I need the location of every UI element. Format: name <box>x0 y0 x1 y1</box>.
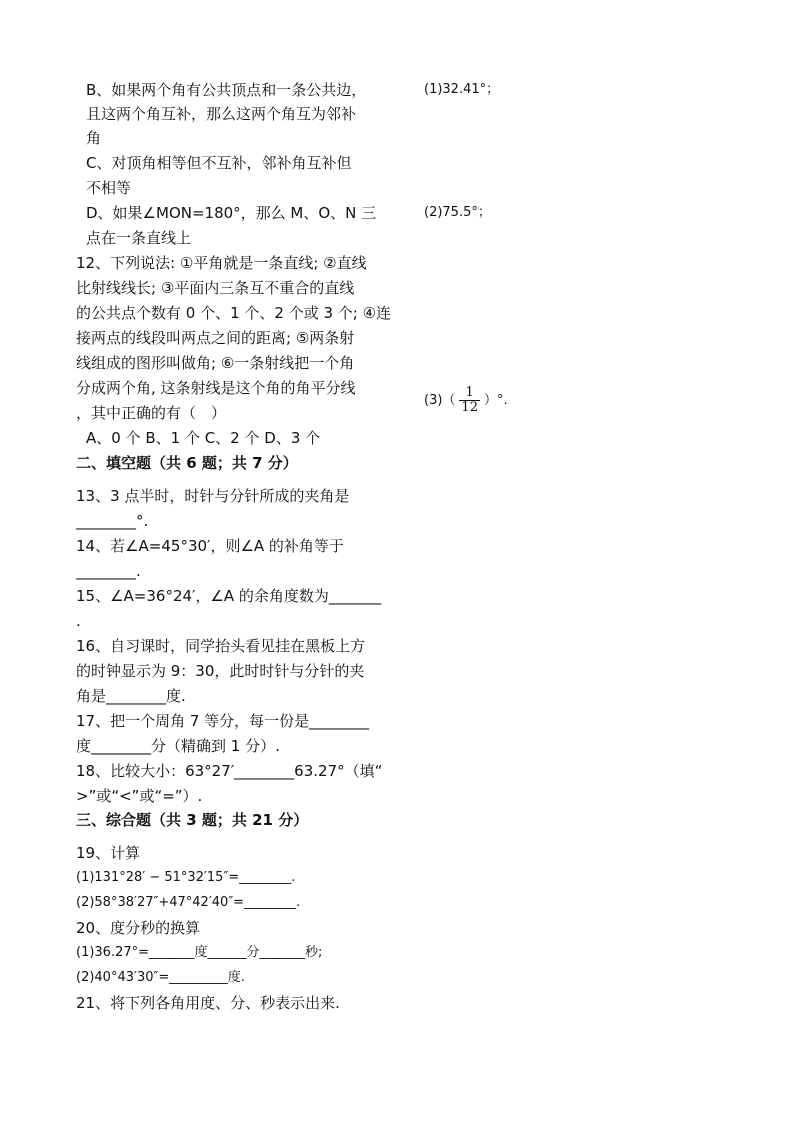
question-18-line-2: >”或“<”或“=”）. <box>76 787 203 805</box>
question-13-line-2: ________°. <box>76 512 149 530</box>
question-15-line-1: 15、∠A=36°24′，∠A 的余角度数为_______ <box>76 587 382 605</box>
question-12-line-5: 线组成的图形叫做角; ⑥一条射线把一个角 <box>76 354 355 372</box>
question-19-part-1: (1)131°28′ − 51°32′15″=________. <box>76 870 296 885</box>
question-19-title: 19、计算 <box>76 844 141 862</box>
question-17-line-1: 17、把一个周角 7 等分，每一份是________ <box>76 712 370 730</box>
question-16-line-1: 16、自习课时，同学抬头看见挂在黑板上方 <box>76 637 366 655</box>
question-18-line-1: 18、比较大小：63°27′________63.27°（填“ <box>76 762 383 780</box>
answer-item-3 <box>424 386 508 415</box>
question-16-line-3: 角是________度. <box>76 687 186 705</box>
question-15-line-2: . <box>76 612 81 630</box>
question-12-options: A、0 个 B、1 个 C、2 个 D、3 个 <box>86 429 321 447</box>
option-b-line-2: 且这两个角互补，那么这两个角互为邻补 <box>86 105 357 123</box>
question-12-line-3: 的公共点个数有 0 个、1 个、2 个或 3 个; ④连 <box>76 304 392 322</box>
question-16-line-2: 的时钟显示为 9：30，此时时针与分针的夹 <box>76 662 365 680</box>
question-21-title: 21、将下列各角用度、分、秒表示出来. <box>76 994 340 1012</box>
question-12-line-2: 比射线线长; ③平面内三条互不重合的直线 <box>76 279 355 297</box>
question-20-part-1: (1)36.27°=_______度______分_______秒; <box>76 945 323 960</box>
question-19-part-2: (2)58°38′27″+47°42′40″=________. <box>76 895 301 910</box>
question-12-line-7: ，其中正确的有（ ） <box>76 404 227 422</box>
option-b-line-1: B、如果两个角有公共顶点和一条公共边， <box>86 81 367 99</box>
answer-item-1: (1)32.41°； <box>424 82 500 97</box>
section-3-title: 三、综合题（共 3 题；共 21 分） <box>76 811 309 829</box>
option-c-line-2: 不相等 <box>86 179 132 197</box>
option-c-line-1: C、对顶角相等但不互补，邻补角互补但 <box>86 154 352 172</box>
fraction-numerator: 1 <box>459 386 480 401</box>
answer-item-2: (2)75.5°； <box>424 205 491 220</box>
question-12-line-6: 分成两个角, 这条射线是这个角的角平分线 <box>76 379 356 397</box>
option-d-line-2: 点在一条直线上 <box>86 229 192 247</box>
question-20-title: 20、度分秒的换算 <box>76 919 201 937</box>
question-20-part-2: (2)40°43′30″=_________度. <box>76 970 245 985</box>
question-12-line-4: 接两点的线段叫两点之间的距离; ⑤两条射 <box>76 329 355 347</box>
question-13-line-1: 13、3 点半时，时针与分针所成的夹角是 <box>76 487 350 505</box>
section-2-title: 二、填空题（共 6 题；共 7 分） <box>76 454 298 472</box>
question-14-line-2: ________. <box>76 562 141 580</box>
answer-item-3-prefix: (3)（ <box>424 393 456 408</box>
question-12-line-1: 12、下列说法: ①平角就是一条直线; ②直线 <box>76 254 367 272</box>
question-14-line-1: 14、若∠A=45°30′，则∠A 的补角等于 <box>76 537 344 555</box>
answer-item-3-suffix: ）°. <box>483 393 508 408</box>
question-17-line-2: 度________分（精确到 1 分）. <box>76 737 280 755</box>
fraction <box>459 386 480 415</box>
option-b-line-3: 角 <box>86 129 102 147</box>
option-d-line-1: D、如果∠MON=180°，那么 M、O、N 三 <box>86 204 377 222</box>
fraction-denominator: 12 <box>461 400 478 415</box>
